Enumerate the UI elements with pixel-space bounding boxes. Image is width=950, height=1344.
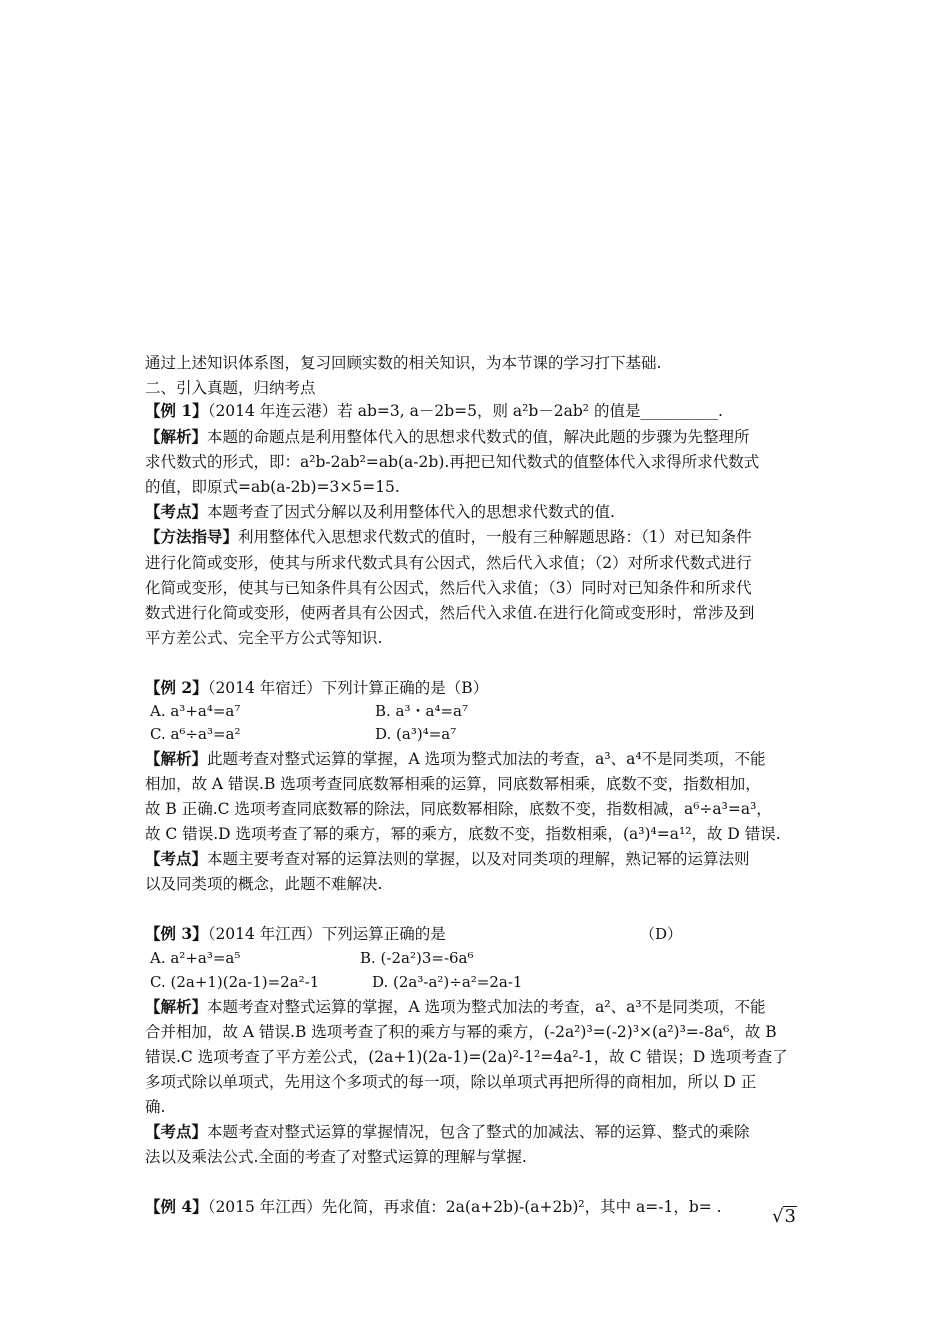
example-1-analysis-line: 的值，即原式=ab(a-2b)=3×5=15. (145, 478, 400, 496)
point-tag: 【考点】 (145, 1122, 208, 1141)
point-text: 本题主要考查对幂的运算法则的掌握，以及对同类项的理解，熟记幂的运算法则 (207, 850, 750, 868)
example-1-method-line: 数式进行化简或变形，使两者具有公因式，然后代入求值.在进行化简或变形时，常涉及到 (145, 604, 755, 622)
example-2-option-a: A. a³+a⁴=a⁷ (150, 702, 241, 720)
example-3-analysis-line: 错误.C 选项考查了平方差公式，(2a+1)(2a-1)=(2a)²-1²=4a²-1，故 C 错误；D 选项考查了 (145, 1048, 788, 1066)
example-3-point-line: 法以及乘法公式.全面的考查了对整式运算的理解与掌握. (145, 1148, 527, 1166)
example-2-tag: 【例 2】 (145, 678, 208, 697)
example-4-tag: 【例 4】 (145, 1197, 208, 1216)
analysis-text: 本题的命题点是利用整体代入的思想求代数式的值，解决此题的步骤为先整理所 (207, 428, 750, 446)
radical-sign: √ (772, 1206, 784, 1227)
example-1-analysis-line (145, 427, 825, 447)
example-1-method-line: 平方差公式、完全平方公式等知识. (145, 629, 383, 647)
point-tag: 【考点】 (145, 849, 208, 868)
example-3-option-a: A. a²+a³=a⁵ (150, 949, 241, 967)
example-2-question (145, 678, 825, 698)
example-2-option-d: D. (a³)⁴=a⁷ (375, 725, 457, 743)
example-3-analysis-line: 合并相加，故 A 错误.B 选项考查了积的乘方与幂的乘方，(-2a²)³=(-2)³×(a²)³=-8a⁶，故 B (145, 1023, 777, 1041)
intro-line: 通过上述知识体系图，复习回顾实数的相关知识，为本节课的学习打下基础. (145, 354, 662, 372)
example-3-option-d: D. (2a³-a²)÷a²=2a-1 (372, 973, 523, 991)
example-3-point (145, 1122, 825, 1142)
example-2-option-c: C. a⁶÷a³=a² (150, 725, 241, 743)
example-2-analysis-line (145, 749, 825, 769)
section-title: 二、引入真题，归纳考点 (145, 379, 316, 397)
analysis-tag: 【解析】 (145, 749, 208, 768)
example-3-text: （2014 年江西）下列运算正确的是 (207, 925, 446, 943)
example-1-method-line: 进行化简或变形，使其与所求代数式具有公因式，然后代入求值；（2）对所求代数式进行 (145, 554, 752, 572)
example-2-point-line: 以及同类项的概念，此题不难解决. (145, 875, 383, 893)
analysis-tag: 【解析】 (145, 427, 208, 446)
example-1-analysis-line: 求代数式的形式，即：a²b-2ab²=ab(a-2b).再把已知代数式的值整体代入求得所求代数式 (145, 453, 760, 471)
point-text: 本题考查了因式分解以及利用整体代入的思想求代数式的值. (207, 503, 615, 521)
example-3-question (145, 924, 825, 944)
example-4-question (145, 1197, 825, 1217)
example-3-analysis-line: 确. (145, 1098, 166, 1116)
example-3-answer: （D） (640, 925, 683, 943)
point-tag: 【考点】 (145, 502, 208, 521)
example-4-text: （2015 年江西）先化简，再求值：2a(a+2b)-(a+2b)²，其中 a=-1，b= . (207, 1198, 722, 1216)
example-2-point (145, 849, 825, 869)
example-2-analysis-line: 故 C 错误.D 选项考查了幂的乘方，幂的乘方，底数不变，指数相乘，(a³)⁴=a¹²，故 D 错误. (145, 825, 781, 843)
example-2-analysis-line: 相加，故 A 错误.B 选项考查同底数幂相乘的运算，同底数幂相乘，底数不变，指数相加， (145, 775, 761, 793)
example-3-option-b: B. (-2a²)3=-6a⁶ (360, 949, 474, 967)
point-text: 本题考查对整式运算的掌握情况，包含了整式的加减法、幂的运算、整式的乘除 (207, 1123, 750, 1141)
method-text: 利用整体代入思想求代数式的值时，一般有三种解题思路：（1）对已知条件 (238, 528, 752, 546)
method-tag: 【方法指导】 (145, 527, 239, 546)
example-3-analysis-line (145, 997, 825, 1017)
radicand: 3 (784, 1206, 796, 1227)
example-1-question (145, 401, 825, 421)
analysis-text: 此题考查对整式运算的掌握，A 选项为整式加法的考查，a³、a⁴不是同类项，不能 (207, 750, 766, 768)
analysis-tag: 【解析】 (145, 997, 208, 1016)
example-2-option-b: B. a³・a⁴=a⁷ (375, 702, 468, 720)
example-1-point (145, 502, 825, 522)
example-2-text: （2014 年宿迁）下列计算正确的是（B） (207, 679, 489, 697)
example-3-option-c: C. (2a+1)(2a-1)=2a²-1 (150, 973, 320, 991)
analysis-text: 本题考查对整式运算的掌握，A 选项为整式加法的考查，a²、a³不是同类项，不能 (207, 998, 766, 1016)
example-3-analysis-line: 多项式除以单项式，先用这个多项式的每一项，除以单项式再把所得的商相加，所以 D 正 (145, 1073, 757, 1091)
example-3-tag: 【例 3】 (145, 924, 208, 943)
example-1-text: （2014 年连云港）若 ab=3, a－2b=5，则 a²b－2ab² 的值是__________. (207, 402, 723, 420)
example-2-analysis-line: 故 B 正确.C 选项考查同底数幂的除法，同底数幂相除，底数不变，指数相减，a⁶÷a³=a³， (145, 800, 772, 818)
sqrt-expression (772, 1206, 797, 1227)
example-1-method-line: 化简或变形，使其与已知条件具有公因式，然后代入求值；（3）同时对已知条件和所求代 (145, 579, 752, 597)
example-1-method (145, 527, 825, 547)
example-1-tag: 【例 1】 (145, 401, 208, 420)
